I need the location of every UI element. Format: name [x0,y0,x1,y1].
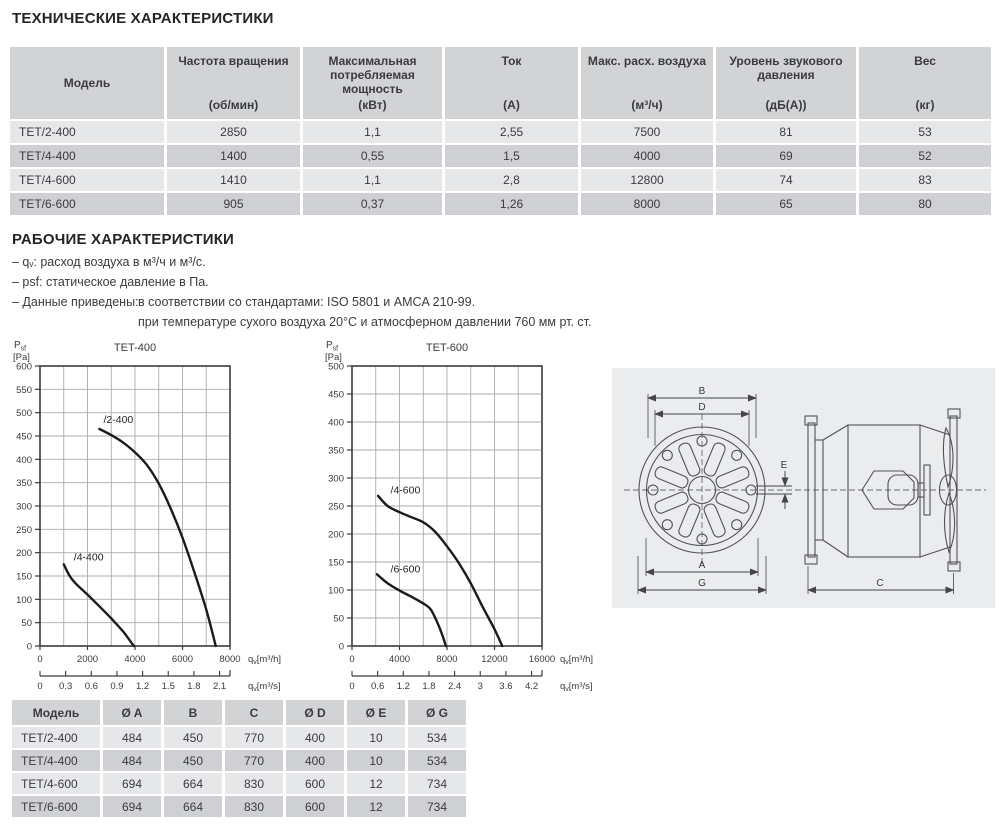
column-header [445,47,578,119]
table-cell: 0,37 [303,193,442,215]
model-cell: TET/4-400 [12,750,100,771]
column-header-name: Модель [63,76,111,90]
centerlines [624,414,986,566]
y-axis-unit: [Pa] [325,352,342,363]
y-tick-label: 200 [16,548,32,560]
secondary-tick-label: 0.6 [371,681,385,692]
table-cell: 400 [286,750,344,771]
secondary-tick-label: 3.6 [499,681,513,692]
dim-label-b: B [698,386,706,397]
y-tick-label: 550 [16,384,32,396]
curve-label: /4-400 [73,551,104,564]
curve-4-400 [64,564,134,646]
fan-drawing [612,368,995,608]
x-tick-label: 8000 [436,654,458,665]
table-cell: 770 [225,727,283,748]
secondary-tick-label: 1.8 [187,681,201,692]
column-header: Ø A [103,700,161,725]
note-line [12,252,592,272]
table-cell: 484 [103,727,161,748]
x-tick-label: 6000 [171,654,194,665]
table-cell: 65 [716,193,856,215]
column-header: Ø E [347,700,405,725]
x-tick-label: 12000 [481,654,508,665]
column-header: Ø G [408,700,466,725]
y-tick-label: 400 [16,454,32,466]
curve-label: /6-600 [390,563,421,576]
x-axis-unit-primary: $q_v[m^3/h]$ [560,654,594,666]
x-tick-label: 2000 [76,654,99,665]
note-label: – Данные приведены: [12,295,139,309]
x-tick-label: 4000 [388,654,411,665]
y-tick-label: 450 [16,431,32,443]
note-line [12,312,592,332]
table-cell: 52 [859,145,991,167]
column-header [581,47,713,119]
dimension-diagram-panel [612,368,995,608]
table-cell: 830 [225,796,283,817]
y-tick-label: 100 [16,594,32,606]
y-tick-label: 350 [328,445,344,457]
note-text: – qᵥ: расход воздуха в м³/ч и м³/с. [12,255,206,269]
x-axis-unit-primary: $q_v[m^3/h]$ [248,654,282,666]
column-header-unit: (А) [503,98,520,112]
table-cell: 2,55 [445,121,578,143]
y-tick-label: 150 [16,571,32,583]
dimension-labels [698,386,884,589]
x-tick-label: 16000 [528,654,556,665]
dimension-lines [638,394,954,594]
table-cell: 80 [859,193,991,215]
table-cell: 830 [225,773,283,794]
table-cell: 664 [164,773,222,794]
y-tick-label: 500 [328,361,344,373]
y-tick-label: 350 [16,478,32,490]
table-cell: 734 [408,773,466,794]
table-cell: 1,1 [303,121,442,143]
column-header: Модель [12,700,100,725]
table-cell: 1,26 [445,193,578,215]
performance-chart-tet-600 [312,336,612,696]
column-header-name: Уровень звукового давления [729,54,843,82]
table-cell: 600 [286,773,344,794]
y-tick-label: 450 [328,389,344,401]
y-tick-label: 400 [328,417,344,429]
secondary-tick-label: 0.6 [84,681,98,692]
table-cell: 600 [286,796,344,817]
table-cell: 4000 [581,145,713,167]
secondary-tick-label: 2.1 [212,681,227,692]
model-cell: TET/4-400 [10,145,164,167]
model-cell: TET/4-600 [10,169,164,191]
dim-label-c: C [876,578,884,589]
x-axis-unit-secondary: $q_v[m^3/s]$ [560,681,593,693]
column-header [716,47,856,119]
fan-blade-side [943,428,953,487]
chart-title: TET-600 [425,342,469,354]
model-cell: TET/6-600 [10,193,164,215]
note-line [12,272,592,292]
y-tick-label: 150 [328,557,344,569]
table-cell: 12 [347,796,405,817]
column-header-name: Ток [501,54,522,68]
secondary-tick-label: 3 [477,681,483,692]
x-axis-unit-secondary: $q_v[m^3/s]$ [248,681,281,693]
column-header: C [225,700,283,725]
table-cell: 0,55 [303,145,442,167]
secondary-tick-label: 1.2 [135,681,150,692]
table-cell: 694 [103,773,161,794]
table-cell: 694 [103,796,161,817]
table-cell: 8000 [581,193,713,215]
curve-2-400 [99,429,215,646]
table-cell: 450 [164,750,222,771]
secondary-tick-label: 1.8 [422,681,436,692]
secondary-tick-label: 0 [37,681,43,692]
y-axis-unit: [Pa] [13,352,30,363]
chart-title: TET-400 [113,342,157,354]
y-tick-label: 250 [16,524,32,536]
table-cell: 770 [225,750,283,771]
table-cell: 734 [408,796,466,817]
curve-label: /2-400 [103,413,134,426]
dimension-table [12,700,466,817]
table-cell: 664 [164,796,222,817]
model-cell: TET/6-600 [12,796,100,817]
column-header-unit: (кВт) [358,98,387,112]
x-tick-label: 8000 [219,654,241,665]
table-cell: 400 [286,727,344,748]
note-text: – psf: статическое давление в Па. [12,275,209,289]
secondary-tick-label: 1.5 [161,681,175,692]
table-cell: 53 [859,121,991,143]
y-tick-label: 500 [16,408,32,420]
y-tick-label: 50 [333,613,344,625]
column-header: B [164,700,222,725]
performance-chart-tet-400 [0,336,300,696]
table-cell: 12800 [581,169,713,191]
y-tick-label: 0 [338,641,344,653]
y-tick-label: 600 [16,361,32,373]
table-cell: 905 [167,193,300,215]
x-tick-label: 4000 [124,654,146,665]
section-title-performance: РАБОЧИЕ ХАРАКТЕРИСТИКИ [12,231,235,248]
dim-label-a: A [698,560,706,571]
column-header [10,47,164,119]
column-header: Ø D [286,700,344,725]
table-cell: 484 [103,750,161,771]
y-tick-label: 50 [21,618,32,630]
table-cell: 81 [716,121,856,143]
column-header-unit: (м³/ч) [631,98,663,112]
table-cell: 534 [408,727,466,748]
secondary-tick-label: 1.2 [396,681,410,692]
table-cell: 450 [164,727,222,748]
table-cell: 1,1 [303,169,442,191]
y-tick-label: 200 [328,529,344,541]
table-cell: 7500 [581,121,713,143]
model-cell: TET/4-600 [12,773,100,794]
column-header [303,47,442,119]
column-header-name: Максимальная потребляемая мощность [328,54,417,96]
table-cell: 2850 [167,121,300,143]
column-header-unit: (кг) [915,98,935,112]
secondary-tick-label: 0.9 [110,681,124,692]
column-header-name: Частота вращения [178,54,289,68]
column-header [859,47,991,119]
performance-notes [12,252,592,332]
table-cell: 10 [347,750,405,771]
curve-label: /4-600 [390,484,421,497]
fan-side-view [805,409,960,571]
table-cell: 1410 [167,169,300,191]
table-cell: 1,5 [445,145,578,167]
secondary-tick-label: 2.4 [447,681,462,692]
column-header-unit: (об/мин) [208,98,259,112]
curve-6-600 [377,574,446,646]
x-tick-label: 0 [37,654,43,665]
y-tick-label: 300 [328,473,344,485]
note-text: в соответствии со стандартами: ISO 5801 и AMCA 210-99. [138,295,476,309]
table-cell: 83 [859,169,991,191]
secondary-tick-label: 4.2 [524,681,539,692]
note-line [12,292,592,312]
y-axis-label: $P_{sf}$ [14,340,27,353]
dim-label-e: E [780,460,788,471]
dim-label-d: D [698,402,706,413]
table-cell: 12 [347,773,405,794]
y-tick-label: 250 [328,501,344,513]
page-title: ТЕХНИЧЕСКИЕ ХАРАКТЕРИСТИКИ [12,10,274,27]
x-tick-label: 0 [349,654,355,665]
spec-table [10,47,991,215]
table-cell: 69 [716,145,856,167]
y-axis-label: $P_{sf}$ [326,340,339,353]
y-tick-label: 0 [26,641,32,653]
model-cell: TET/2-400 [12,727,100,748]
column-header-name: Макс. расх. воздуха [587,54,707,68]
table-cell: 10 [347,727,405,748]
y-tick-label: 100 [328,585,344,597]
y-tick-label: 300 [16,501,32,513]
note-text: при температуре сухого воздуха 20°C и атмосферном давлении 760 мм рт. ст. [138,315,592,329]
dim-label-g: G [698,578,706,589]
secondary-tick-label: 0 [349,681,355,692]
secondary-tick-label: 0.3 [59,681,73,692]
column-header-name: Вес [914,54,936,68]
model-cell: TET/2-400 [10,121,164,143]
column-header [167,47,300,119]
table-cell: 534 [408,750,466,771]
column-header-unit: (дБ(А)) [765,98,807,112]
table-cell: 74 [716,169,856,191]
table-cell: 2,8 [445,169,578,191]
table-cell: 1400 [167,145,300,167]
